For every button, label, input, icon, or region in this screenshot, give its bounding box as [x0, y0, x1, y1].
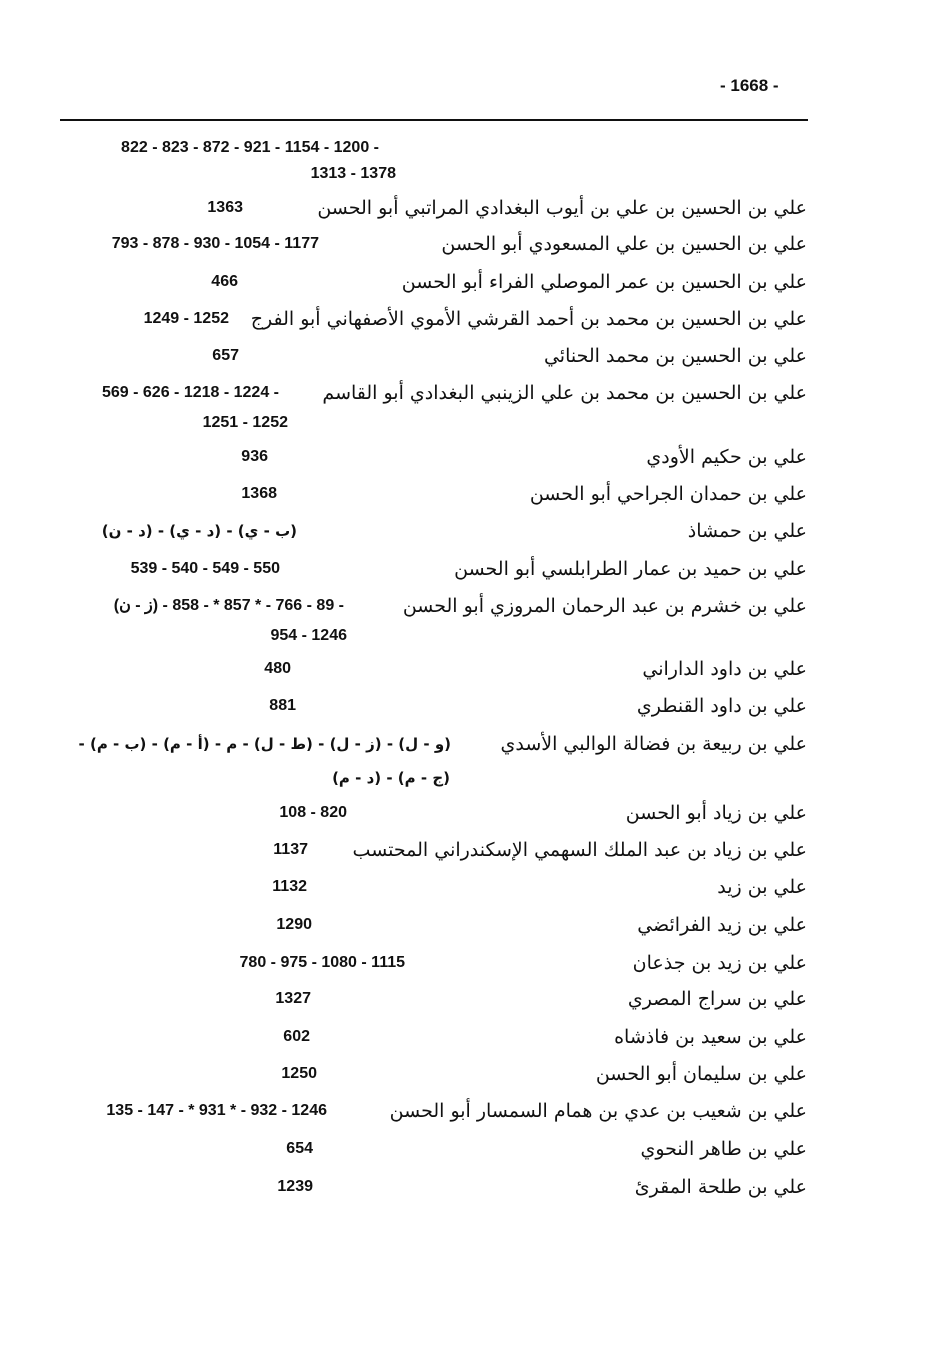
entry-name: علي بن حمدان الجراحي أبو الحسن [529, 483, 807, 505]
entry-name: علي بن سليمان أبو الحسن [595, 1063, 807, 1085]
entry-name: علي بن حمشاذ [687, 520, 807, 542]
entry-refs: 1250 [281, 1065, 317, 1082]
entry-name: علي بن زيد [717, 876, 807, 898]
entry-refs: 480 [264, 660, 291, 677]
entry-refs-continued: 1251 - 1252 [202, 414, 288, 431]
entry-refs: 881 [269, 697, 296, 714]
entry-refs: 1368 [241, 485, 277, 502]
entry-refs: 657 [212, 347, 239, 364]
page-number: - 1668 - [720, 76, 779, 95]
entry-refs: 539 - 540 - 549 - 550 [130, 560, 280, 577]
entry-name: علي بن الحسين بن عمر الموصلي الفراء أبو الحسن [401, 271, 807, 293]
entry-name: علي بن الحسين بن محمد الحنائي [543, 345, 807, 367]
entry-refs: 1290 [276, 916, 312, 933]
entry-name: علي بن داود الداراني [642, 658, 807, 680]
continued-refs-line-2: 1313 - 1378 [310, 165, 396, 182]
entry-refs: 1239 [277, 1178, 313, 1195]
entry-name: علي بن حميد بن عمار الطرابلسي أبو الحسن [454, 558, 807, 580]
entry-name: علي بن الحسين بن علي بن أيوب البغدادي المراتبي أبو الحسن [317, 197, 807, 219]
entry-name: علي بن الحسين بن محمد بن أحمد القرشي الأموي الأصفهاني أبو الفرج [250, 308, 807, 330]
entry-refs: 1132 [272, 878, 307, 895]
entry-name: علي بن ربيعة بن فضالة الوالبي الأسدي [500, 733, 807, 755]
entry-name: علي بن سراج المصري [627, 988, 807, 1010]
entry-refs: 135 - 147 - * 931 * - 932 - 1246 [106, 1102, 327, 1119]
entry-refs: (و - ل) - (ز - ل) - (ط - ل) - م - (أ - م) - (ب - م) - [78, 735, 451, 753]
entry-name: علي بن زياد أبو الحسن [625, 802, 807, 824]
entry-refs: 1137 [273, 841, 308, 858]
entry-name: علي بن زيد بن جذعان [632, 952, 807, 974]
continued-refs-line-1: 822 - 823 - 872 - 921 - 1154 - 1200 - [121, 139, 379, 156]
entry-refs: 602 [283, 1028, 310, 1045]
header-rule [60, 119, 808, 121]
entry-refs: 569 - 626 - 1218 - 1224 - [101, 384, 279, 401]
entry-name: علي بن حكيم الأودي [646, 446, 807, 468]
entry-name: علي بن سعيد بن فاذشاه [614, 1026, 807, 1048]
entry-refs-continued: (ج - م) - (د - م) [332, 769, 450, 787]
entry-refs: 108 - 820 [279, 804, 347, 821]
entry-name: علي بن شعيب بن عدي بن همام السمسار أبو الحسن [389, 1100, 807, 1122]
entry-refs: 1363 [207, 199, 243, 216]
entry-refs: 780 - 975 - 1080 - 1115 [239, 954, 405, 971]
entry-refs: 793 - 878 - 930 - 1054 - 1177 [111, 235, 319, 252]
entry-name: علي بن الحسين بن علي المسعودي أبو الحسن [441, 233, 807, 255]
entry-refs: (ب - ي) - (د - ي) - (د - ن) [101, 522, 297, 540]
entry-name: علي بن طاهر النحوي [640, 1138, 807, 1160]
entry-name: علي بن داود القنطري [636, 695, 807, 717]
entry-refs: 466 [211, 273, 238, 290]
entry-refs-continued: 954 - 1246 [270, 627, 347, 644]
entry-name: علي بن طلحة المقرئ [634, 1176, 807, 1198]
entry-name: علي بن زيد الفرائضي [637, 914, 807, 936]
entry-refs: 1327 [275, 990, 311, 1007]
entry-name: علي بن الحسين بن محمد بن علي الزينبي البغدادي أبو القاسم [322, 382, 807, 404]
entry-name: علي بن خشرم بن عبد الرحمان المروزي أبو الحسن [402, 595, 807, 617]
entry-refs: (ز - ن) - 89 - 766 - * 857 * - 858 - [113, 597, 344, 614]
entry-refs: 936 [241, 448, 268, 465]
entry-refs: 1249 - 1252 [143, 310, 229, 327]
entry-name: علي بن زياد بن عبد الملك السهمي الإسكندراني المحتسب [352, 839, 807, 861]
entry-refs: 654 [286, 1140, 313, 1157]
